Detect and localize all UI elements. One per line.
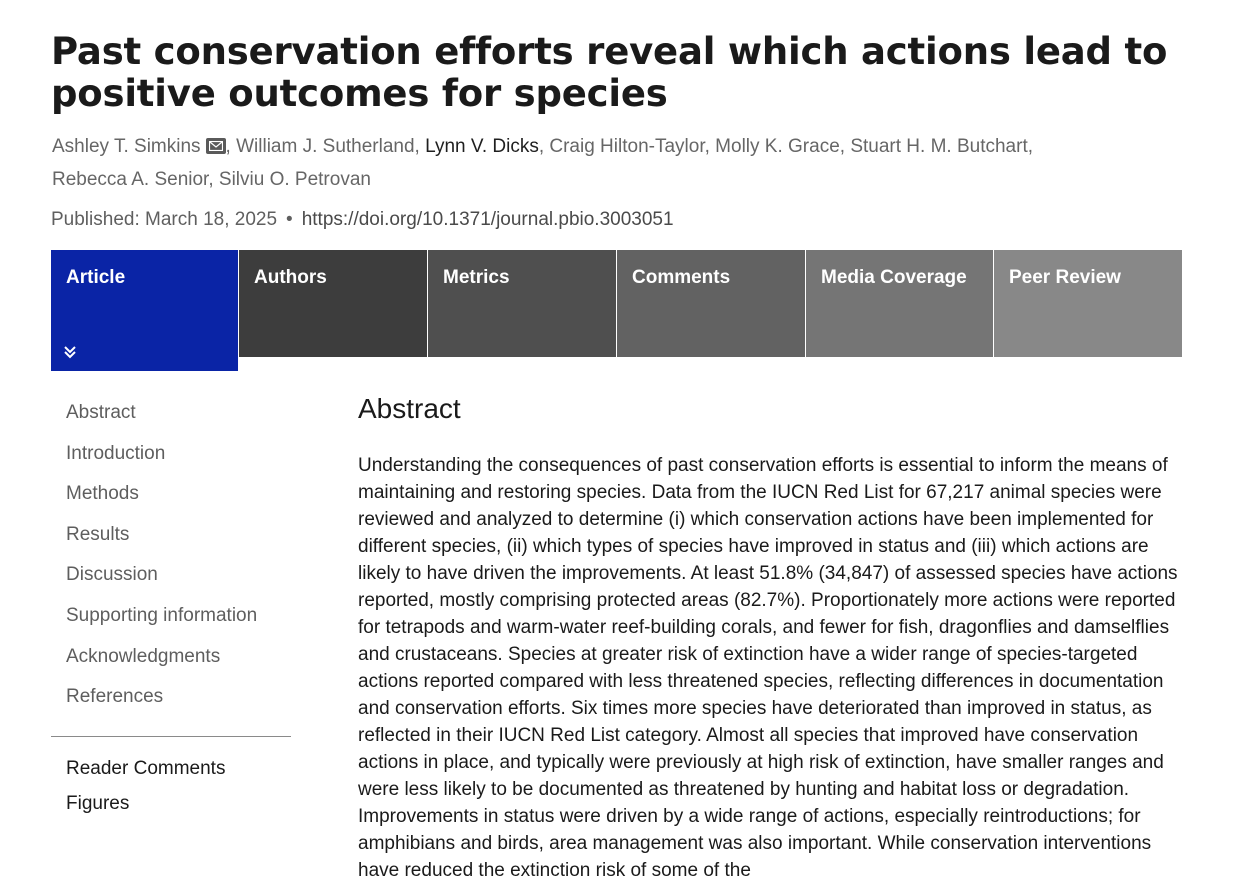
author-link[interactable]: Silviu O. Petrovan <box>218 169 371 190</box>
sidebar-item-introduction[interactable]: Introduction <box>66 442 166 464</box>
author-separator: , <box>704 136 710 157</box>
author-name <box>425 136 544 157</box>
mail-icon[interactable] <box>206 138 226 154</box>
tab-label: Authors <box>254 267 327 288</box>
author-name <box>52 169 214 190</box>
sidebar-item-methods[interactable]: Methods <box>66 483 139 505</box>
abstract-text: Understanding the consequences of past conservation efforts is essential to inform the means of maintaining and restoring species. Data from the IUCN Red List for 67,217 animal species were reviewed and analyzed to determine (i) which conservation actions have been implemented for different species, (ii) which types of species have improved in status and (iii) which actions are likely to have driven the improvements. At least 51.8% (34,847) of assessed species have actions reported, mostly comprising protected areas (82.7%). Proportionately more actions were reported for tetrapods and warm-water reef-building corals, and fewer for fish, dragonflies and damselflies and crustaceans. Species at greater risk of extinction have a wider range of species-targeted actions reported compared with less threatened species, reflecting differences in documentation and conservation efforts. Six times more species have deteriorated than improved in status, as reflected in their IUCN Red List category. Almost all species that improved have conservation actions in place, and typically were previously at high risk of extinction, have smaller ranges and were less likely to be documented as threatened by hunting and habitat loss or degradation. Improvements in status were driven by a wide range of actions, especially reintroductions; for amphibians and birds, area management was also important. While conservation interventions have reduced the extinction risk of some of the <box>358 455 1178 881</box>
author-name <box>715 136 845 157</box>
tab-article[interactable] <box>51 250 238 371</box>
sidebar-divider <box>51 736 291 737</box>
tab-label: Article <box>66 267 126 288</box>
author-separator: , <box>839 136 846 157</box>
sidebar-item-results[interactable]: Results <box>66 523 130 545</box>
publication-info <box>51 209 674 231</box>
tab-comments[interactable] <box>617 250 805 357</box>
author-link[interactable]: Stuart H. M. Butchart <box>850 136 1028 157</box>
sidebar-item-references[interactable]: References <box>66 686 164 708</box>
author-link[interactable]: Craig Hilton-Taylor <box>549 136 705 157</box>
tab-label: Metrics <box>443 267 510 288</box>
tab-media-coverage[interactable] <box>806 250 993 357</box>
sidebar-item-discussion[interactable]: Discussion <box>66 564 158 586</box>
author-separator: , <box>538 136 545 157</box>
doi-link[interactable]: https://doi.org/10.1371/journal.pbio.3003051 <box>301 209 674 230</box>
section-nav <box>51 393 291 821</box>
tab-label: Comments <box>632 267 731 288</box>
abstract-heading: Abstract <box>358 393 461 424</box>
tab-metrics[interactable] <box>428 250 616 357</box>
author-list <box>52 130 1162 196</box>
author-separator: , <box>225 136 231 157</box>
author-link[interactable]: Lynn V. Dicks <box>425 136 539 157</box>
sidebar-item-reader-comments[interactable]: Reader Comments <box>66 757 226 779</box>
author-name <box>850 136 1033 157</box>
author-link[interactable]: Ashley T. Simkins <box>52 136 201 157</box>
article-tabs <box>51 250 1182 371</box>
author-link[interactable]: Rebecca A. Senior <box>52 169 209 190</box>
author-link[interactable]: William J. Sutherland <box>236 136 415 157</box>
author-name <box>549 136 710 157</box>
article-title: Past conservation efforts reveal which actions lead to positive outcomes for species <box>51 30 1168 115</box>
published-date: Published: March 18, 2025 <box>51 209 278 230</box>
author-name <box>52 136 231 157</box>
sidebar-item-acknowledgments[interactable]: Acknowledgments <box>66 645 221 667</box>
author-name <box>236 136 420 157</box>
double-chevron-down-icon[interactable] <box>62 344 78 360</box>
author-separator: , <box>208 169 214 190</box>
tab-label: Peer Review <box>1009 267 1121 288</box>
sidebar-item-supporting-information[interactable]: Supporting information <box>66 604 258 626</box>
author-name <box>219 169 371 190</box>
sidebar-item-abstract[interactable]: Abstract <box>66 402 136 423</box>
sidebar-item-figures[interactable]: Figures <box>66 792 130 814</box>
separator-dot: • <box>286 209 293 230</box>
tab-label: Media Coverage <box>821 267 967 288</box>
tab-authors[interactable] <box>239 250 427 357</box>
author-link[interactable]: Molly K. Grace <box>715 136 840 157</box>
author-separator: , <box>414 136 420 157</box>
author-separator: , <box>1027 136 1034 157</box>
tab-peer-review[interactable] <box>994 250 1182 357</box>
